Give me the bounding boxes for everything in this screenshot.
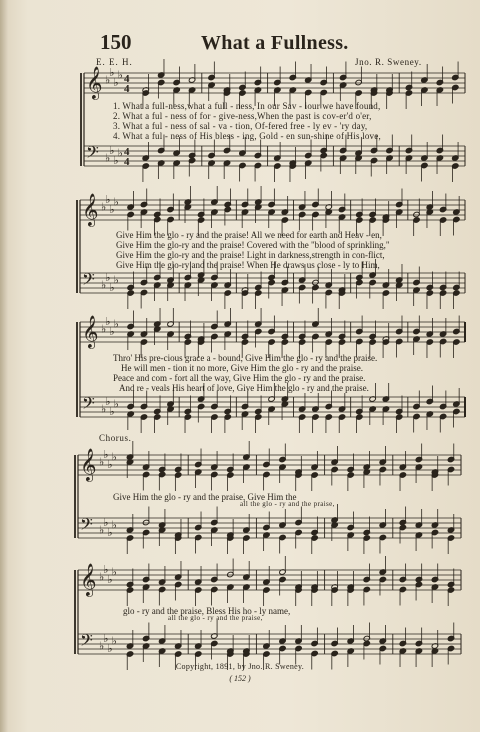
flat-sign-icon: ♭ xyxy=(113,76,119,89)
flat-sign-icon: ♭ xyxy=(99,639,105,653)
flat-sign-icon: ♭ xyxy=(107,458,113,471)
flat-sign-icon: ♭ xyxy=(117,146,123,160)
treble-clef-icon: 𝄞 xyxy=(82,193,99,226)
hymn-number: 150 xyxy=(100,30,132,54)
flat-sign-icon: ♭ xyxy=(107,526,113,539)
bass-clef-icon: 𝄢 xyxy=(80,630,93,654)
flat-sign-icon: ♭ xyxy=(111,565,117,579)
copyright-line: Copyright, 1891, by Jno. R. Sweney. xyxy=(175,662,305,671)
flat-sign-icon: ♭ xyxy=(109,144,115,157)
flat-sign-icon: ♭ xyxy=(105,315,111,328)
verse-line-1-4: 4. What a ful - ness of His bless - ing, Gold - en sun-shine of His love, xyxy=(113,131,381,141)
hymn-title: What a Fullness. xyxy=(201,32,349,54)
verse-line-1-1: 1. What a full-ness,what a full - ness, In our Sav - iour we have found, xyxy=(113,101,381,111)
flat-sign-icon: ♭ xyxy=(113,273,119,287)
verse-line-2-4: Give Him the glo-ry and the praise! When He draws us close - ly to Him, xyxy=(116,260,380,270)
bass-clef-icon: 𝄢 xyxy=(86,142,99,166)
flat-sign-icon: ♭ xyxy=(107,642,113,655)
verse-line-3-4: And re - veals His heart of love, Give Him the glo - ry and the praise. xyxy=(119,383,369,393)
treble-clef-icon: 𝄞 xyxy=(80,563,97,596)
flat-sign-icon: ♭ xyxy=(107,573,113,586)
treble-clef-icon: 𝄞 xyxy=(80,448,97,481)
flat-sign-icon: ♭ xyxy=(111,450,117,464)
time-signature: 4 xyxy=(124,146,130,158)
flat-sign-icon: ♭ xyxy=(103,563,109,576)
chorus-line-2: glo - ry and the praise, Bless His ho - ly name, xyxy=(123,606,291,616)
verse-line-3-3: Peace and com - fort all the way, Give Him the glo - ry and the praise. xyxy=(113,373,366,383)
flat-sign-icon: ♭ xyxy=(113,397,119,411)
verse-line-1-2: 2. What a ful - ness of for - give-ness,When the past is cov-er'd o'er, xyxy=(113,111,372,121)
verse-line-1-3: 3. What a ful - ness of sal - va - tion, Of-fered free - ly ev - 'ry day, xyxy=(113,121,368,131)
chorus-line-1: Give Him the glo - ry and the praise, Give Him the xyxy=(113,492,297,502)
flat-sign-icon: ♭ xyxy=(101,200,107,214)
flat-sign-icon: ♭ xyxy=(103,448,109,461)
chorus-alto-line-1: all the glo - ry and the praise, xyxy=(240,500,335,508)
flat-sign-icon: ♭ xyxy=(103,516,109,529)
flat-sign-icon: ♭ xyxy=(99,570,105,584)
flat-sign-icon: ♭ xyxy=(99,455,105,469)
flat-sign-icon: ♭ xyxy=(113,195,119,209)
flat-sign-icon: ♭ xyxy=(109,281,115,294)
flat-sign-icon: ♭ xyxy=(109,203,115,216)
flat-sign-icon: ♭ xyxy=(105,395,111,408)
time-signature: 4 xyxy=(124,73,130,85)
treble-clef-icon: 𝄞 xyxy=(82,315,99,348)
chorus-label: Chorus. xyxy=(99,433,132,443)
flat-sign-icon: ♭ xyxy=(105,151,111,165)
bass-clef-icon: 𝄢 xyxy=(82,393,95,417)
flat-sign-icon: ♭ xyxy=(101,402,107,416)
flat-sign-icon: ♭ xyxy=(109,66,115,79)
flat-sign-icon: ♭ xyxy=(113,317,119,331)
flat-sign-icon: ♭ xyxy=(101,278,107,292)
verse-line-2-1: Give Him the glo - ry and the praise! All we need for earth and Heav - en, xyxy=(116,230,382,240)
flat-sign-icon: ♭ xyxy=(111,518,117,532)
flat-sign-icon: ♭ xyxy=(99,523,105,537)
bass-clef-icon: 𝄢 xyxy=(80,514,93,538)
time-signature: 4 xyxy=(124,156,130,168)
chorus-alto-line-2: all the glo - ry and the praise, xyxy=(168,614,263,622)
verse-line-2-2: Give Him the glo-ry and the praise! Covered with the "blood of sprinkling," xyxy=(116,240,390,250)
verse-line-3-1: Thro' His pre-cious grace a - bound, Give Him the glo - ry and the praise. xyxy=(113,353,378,363)
verse-line-2-3: Give Him the glo-ry and the praise! Light in darkness,strength in con-flict, xyxy=(116,250,385,260)
flat-sign-icon: ♭ xyxy=(105,73,111,87)
flat-sign-icon: ♭ xyxy=(111,634,117,648)
flat-sign-icon: ♭ xyxy=(105,193,111,206)
bass-clef-icon: 𝄢 xyxy=(82,269,95,293)
flat-sign-icon: ♭ xyxy=(109,405,115,418)
flat-sign-icon: ♭ xyxy=(117,68,123,82)
time-signature: 4 xyxy=(124,83,130,95)
flat-sign-icon: ♭ xyxy=(113,154,119,167)
flat-sign-icon: ♭ xyxy=(105,271,111,284)
treble-clef-icon: 𝄞 xyxy=(86,66,103,99)
verse-line-3-2: He will men - tion it no more, Give Him the glo - ry and the praise. xyxy=(121,363,363,373)
hymn-composer: Jno. R. Sweney. xyxy=(355,57,422,67)
hymn-author: E. E. H. xyxy=(96,57,133,67)
flat-sign-icon: ♭ xyxy=(109,325,115,338)
flat-sign-icon: ♭ xyxy=(101,322,107,336)
page-number: ( 152 ) xyxy=(229,674,251,683)
flat-sign-icon: ♭ xyxy=(103,632,109,645)
